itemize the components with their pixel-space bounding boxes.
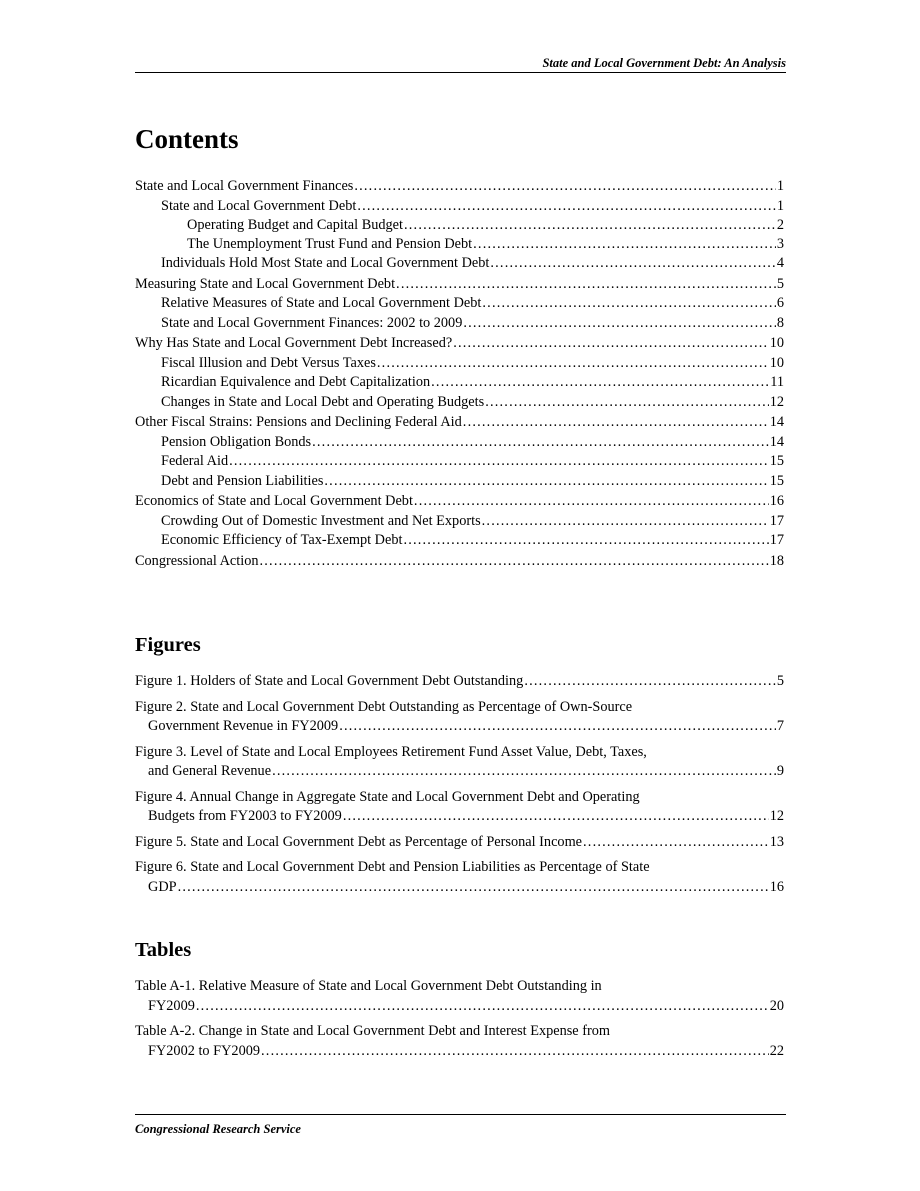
- toc-entry-page: 6: [776, 295, 784, 311]
- figure-entry-page: 13: [769, 833, 784, 850]
- toc-entry-title: Ricardian Equivalence and Debt Capitalization: [161, 374, 431, 390]
- dot-leader: [343, 807, 769, 827]
- toc-entry-page: 17: [769, 512, 784, 529]
- figure-entry-title: Figure 2. State and Local Government Debt Outstanding as Percentage of Own-Source: [135, 698, 633, 715]
- toc-entry[interactable]: [135, 531, 784, 551]
- dot-leader: [463, 413, 769, 433]
- toc-entry-title: The Unemployment Trust Fund and Pension Debt: [187, 236, 473, 252]
- figure-entry-title-cont: Government Revenue in FY2009: [148, 718, 339, 734]
- figure-entry-title-cont: GDP: [148, 878, 177, 895]
- table-entry-page: 22: [769, 1042, 784, 1059]
- running-header: State and Local Government Debt: An Analysis: [135, 56, 786, 73]
- table-entry-title: Table A-1. Relative Measure of State and Local Government Debt Outstanding in: [135, 978, 602, 994]
- figure-entry-page: 16: [769, 878, 784, 895]
- figure-entry[interactable]: [135, 788, 784, 827]
- dot-leader: [196, 997, 769, 1017]
- toc-entry[interactable]: [135, 197, 784, 217]
- toc-entry-title: Why Has State and Local Government Debt Increased?: [135, 335, 453, 351]
- figure-entry-page: 5: [776, 673, 784, 689]
- dot-leader: [482, 294, 775, 314]
- dot-leader: [463, 314, 775, 334]
- dot-leader: [403, 531, 768, 551]
- toc-entry-title: Economics of State and Local Government Debt: [135, 493, 413, 509]
- toc-entry-title: Measuring State and Local Government Debt: [135, 275, 396, 292]
- table-entry-title-cont: FY2009: [148, 997, 195, 1014]
- tables-list: [135, 977, 784, 1067]
- table-entry[interactable]: [135, 1022, 784, 1061]
- table-entry-title-cont: FY2002 to FY2009: [148, 1042, 261, 1059]
- figure-entry-title: Figure 5. State and Local Government Debt as Percentage of Personal Income: [135, 833, 583, 850]
- toc-entry[interactable]: [135, 235, 784, 254]
- figure-entry[interactable]: [135, 743, 784, 782]
- toc-entry-title: Relative Measures of State and Local Government Debt: [161, 295, 482, 311]
- toc-entry-page: 4: [776, 255, 784, 271]
- toc-entry-title: State and Local Government Finances: 2002 to 2009: [161, 314, 463, 331]
- toc-entry-page: 10: [769, 335, 784, 351]
- toc-entry[interactable]: [135, 354, 784, 374]
- figure-entry-page: 12: [769, 808, 784, 824]
- dot-leader: [473, 235, 776, 254]
- figures-list: [135, 672, 784, 903]
- figure-entry-page: 7: [776, 718, 784, 734]
- dot-leader: [583, 833, 769, 853]
- table-entry[interactable]: [135, 977, 784, 1016]
- table-entry-title: Table A-2. Change in State and Local Government Debt and Interest Expense from: [135, 1023, 611, 1039]
- dot-leader: [485, 393, 769, 413]
- figure-entry-title-cont: Budgets from FY2003 to FY2009: [148, 808, 342, 824]
- dot-leader: [524, 672, 776, 692]
- dot-leader: [414, 492, 769, 512]
- dot-leader: [377, 354, 769, 374]
- toc-entry-page: 18: [769, 552, 784, 569]
- figure-entry-title: Figure 1. Holders of State and Local Government Debt Outstanding: [135, 673, 524, 689]
- toc-entry-title: Federal Aid: [161, 453, 229, 469]
- dot-leader: [354, 177, 775, 197]
- toc-entry[interactable]: [135, 216, 784, 235]
- toc-entry-page: 8: [776, 314, 784, 331]
- toc-entry-page: 15: [769, 453, 784, 469]
- figure-entry-title-cont: and General Revenue: [148, 763, 272, 779]
- toc-entry-page: 3: [776, 236, 784, 252]
- toc-entry[interactable]: [135, 433, 784, 453]
- dot-leader: [260, 552, 769, 572]
- dot-leader: [339, 717, 776, 737]
- page-footer: Congressional Research Service: [135, 1114, 786, 1137]
- toc-entry[interactable]: [135, 275, 784, 295]
- toc-entry-title: State and Local Government Debt: [161, 197, 357, 214]
- figure-entry[interactable]: [135, 672, 784, 692]
- toc-entry-page: 5: [776, 275, 784, 292]
- dot-leader: [357, 197, 776, 217]
- toc-entry[interactable]: [135, 452, 784, 472]
- toc-entry[interactable]: [135, 314, 784, 334]
- contents-heading: Contents: [135, 124, 239, 154]
- toc-entry[interactable]: [135, 294, 784, 314]
- dot-leader: [431, 373, 769, 393]
- toc-entry-page: 14: [769, 433, 784, 450]
- dot-leader: [272, 762, 776, 782]
- dot-leader: [404, 216, 776, 235]
- dot-leader: [178, 878, 769, 898]
- toc-entry-page: 12: [769, 393, 784, 410]
- toc-entry-page: 16: [769, 493, 784, 509]
- toc-entry-page: 2: [776, 217, 784, 233]
- table-entry-page: 20: [769, 997, 784, 1014]
- toc-entry[interactable]: [135, 393, 784, 413]
- figure-entry[interactable]: [135, 833, 784, 853]
- toc-entry[interactable]: [135, 512, 784, 532]
- toc-entry[interactable]: [135, 177, 784, 197]
- toc-entry[interactable]: [135, 373, 784, 393]
- toc-entry-title: Congressional Action: [135, 552, 259, 569]
- figure-entry-title: Figure 4. Annual Change in Aggregate State and Local Government Debt and Operating: [135, 788, 640, 805]
- toc-entry-title: Fiscal Illusion and Debt Versus Taxes: [161, 354, 376, 371]
- toc-entry-title: State and Local Government Finances: [135, 178, 354, 194]
- toc-entry-page: 14: [769, 414, 784, 430]
- figures-heading: Figures: [135, 634, 201, 656]
- dot-leader: [229, 452, 769, 472]
- toc-entry-title: Crowding Out of Domestic Investment and Net Exports: [161, 512, 481, 529]
- toc-entry[interactable]: [135, 413, 784, 433]
- dot-leader: [482, 512, 769, 532]
- toc-entry-title: Debt and Pension Liabilities: [161, 472, 324, 489]
- toc-entry-title: Operating Budget and Capital Budget: [187, 217, 403, 233]
- toc-entry-title: Individuals Hold Most State and Local Government Debt: [161, 255, 490, 271]
- toc-entry-title: Other Fiscal Strains: Pensions and Declining Federal Aid: [135, 414, 462, 430]
- dot-leader: [490, 254, 775, 274]
- dot-leader: [261, 1042, 769, 1062]
- toc-entry[interactable]: [135, 334, 784, 354]
- contents-list: [135, 176, 784, 571]
- toc-entry-page: 10: [769, 354, 784, 371]
- toc-entry-title: Economic Efficiency of Tax-Exempt Debt: [161, 532, 403, 548]
- toc-entry-page: 1: [776, 178, 784, 194]
- figure-entry-page: 9: [776, 763, 784, 779]
- toc-entry[interactable]: [135, 472, 784, 492]
- figure-entry[interactable]: [135, 698, 784, 737]
- toc-entry-title: Pension Obligation Bonds: [161, 433, 312, 450]
- figure-entry-title: Figure 6. State and Local Government Debt and Pension Liabilities as Percentage of State: [135, 859, 650, 875]
- dot-leader: [324, 472, 768, 492]
- dot-leader: [453, 334, 769, 354]
- toc-entry-page: 15: [769, 472, 784, 489]
- toc-entry[interactable]: [135, 254, 784, 274]
- dot-leader: [396, 275, 776, 295]
- dot-leader: [312, 433, 769, 453]
- toc-entry[interactable]: [135, 492, 784, 512]
- toc-entry-page: 17: [769, 532, 784, 548]
- toc-entry[interactable]: [135, 552, 784, 572]
- toc-entry-page: 1: [776, 197, 784, 214]
- toc-entry-page: 11: [770, 374, 784, 390]
- tables-heading: Tables: [135, 939, 192, 961]
- toc-entry-title: Changes in State and Local Debt and Operating Budgets: [161, 393, 485, 410]
- figure-entry[interactable]: [135, 858, 784, 897]
- figure-entry-title: Figure 3. Level of State and Local Employees Retirement Fund Asset Value, Debt, Taxes,: [135, 743, 647, 760]
